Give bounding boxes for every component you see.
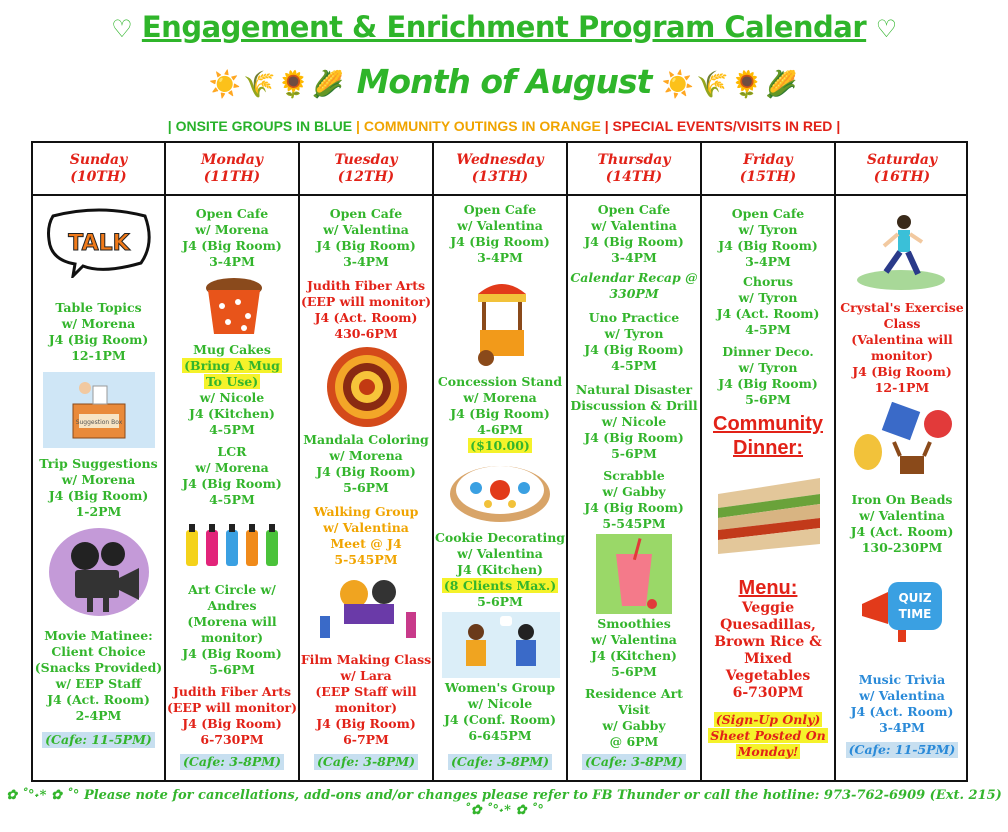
decorated-cookie-icon (448, 460, 552, 524)
svg-text:TALK: TALK (68, 231, 130, 256)
day-column-monday (166, 143, 300, 780)
footer-note (0, 788, 1008, 818)
day-header: Wednesday (13TH) (434, 143, 566, 196)
legend-outings: COMMUNITY OUTINGS IN ORANGE (363, 118, 601, 134)
event-mug-cakes: Mug Cakes (Bring A Mug To Use) w/ Nicole J4 (Kitchen) 4-5PM (184, 342, 280, 437)
event-calendar-recap: Calendar Recap @ 330PM (570, 270, 698, 301)
month-heading (0, 62, 1008, 101)
cafe-hours: (Cafe: 11-5PM) (33, 732, 164, 748)
event-trip-suggestions: Trip Suggestions w/ Morena J4 (Big Room) 1-2PM (39, 456, 158, 519)
event-natural-disaster-drill: Natural Disaster Discussion & Drill w/ Nicole J4 (Big Room) 5-6PM (570, 382, 698, 461)
day-column-tuesday (300, 143, 434, 780)
movie-projector-icon (47, 526, 151, 618)
heart-icon: ♡ (111, 15, 133, 43)
month-label: Month of August (356, 62, 652, 101)
concession-stand-icon (474, 274, 530, 368)
event-residence-art-visit: Residence Art Visit w/ Gabby @ 6PM (585, 686, 683, 749)
event-iron-on-beads: Iron On Beads w/ Valentina J4 (Act. Room) 130-230PM (850, 492, 954, 555)
event-open-cafe: Open Cafe w/ Valentina J4 (Big Room) 3-4PM (316, 206, 416, 269)
day-column-friday (702, 143, 836, 780)
day-column-thursday (568, 143, 702, 780)
day-header: Monday (11TH) (166, 143, 298, 196)
mandala-icon (325, 346, 409, 428)
flower-decor-icon: ˚✿ ˚°˖* ✿ ˚° (464, 803, 544, 818)
summer-decor-icons: ☀️🌾🌻🌽 (661, 70, 800, 100)
cafe-hours: (Cafe: 3-8PM) (568, 754, 700, 770)
day-column-sunday (33, 143, 166, 780)
event-judith-fiber-arts: Judith Fiber Arts (EEP will monitor) J4 (Act. Room) 430-6PM (300, 278, 432, 341)
svg-text:TIME: TIME (898, 607, 932, 621)
event-mandala-coloring: Mandala Coloring w/ Morena J4 (Big Room) 5-6PM (303, 432, 429, 495)
cafe-hours: (Cafe: 3-8PM) (300, 754, 432, 770)
cafe-hours: (Cafe: 3-8PM) (434, 754, 566, 770)
cafe-hours: (Cafe: 3-8PM) (166, 754, 298, 770)
event-table-topics: Table Topics w/ Morena J4 (Big Room) 12-1PM (48, 300, 149, 363)
day-header: Friday (15TH) (702, 143, 834, 196)
event-uno-practice: Uno Practice w/ Tyron J4 (Big Room) 4-5PM (584, 310, 684, 373)
color-legend: | ONSITE GROUPS IN BLUE | COMMUNITY OUTINGS IN ORANGE | SPECIAL EVENTS/VISITS IN RED | (167, 118, 841, 134)
event-dinner-deco: Dinner Deco. w/ Tyron J4 (Big Room) 5-6PM (718, 344, 818, 407)
event-walking-group: Walking Group w/ Valentina Meet @ J4 5-545PM (313, 504, 419, 567)
quesadilla-photo (712, 464, 826, 570)
event-concession-stand: Concession Stand w/ Morena J4 (Big Room) 4-6PM ($10.00) (437, 374, 563, 453)
event-womens-group: Women's Group w/ Nicole J4 (Conf. Room) 6-645PM (443, 680, 557, 743)
event-cookie-decorating: Cookie Decorating w/ Valentina J4 (Kitchen) (8 Clients Max.) 5-6PM (434, 530, 566, 609)
event-crystals-exercise: Crystal's Exercise Class (Valentina will monitor) J4 (Big Room) 12-1PM (840, 300, 964, 395)
event-scrabble: Scrabble w/ Gabby J4 (Big Room) 5-545PM (584, 468, 684, 531)
event-judith-fiber-arts: Judith Fiber Arts (EEP will monitor) J4 (Big Room) 6-730PM (166, 684, 298, 747)
event-music-trivia: Music Trivia w/ Valentina J4 (Act. Room) 3-4PM (850, 672, 954, 735)
day-header: Sunday (10TH) (33, 143, 164, 196)
smoothie-icon (596, 534, 672, 614)
svg-text:QUIZ: QUIZ (898, 591, 932, 605)
menu-heading: Menu: (738, 577, 798, 599)
event-lcr: LCR w/ Morena J4 (Big Room) 4-5PM (182, 444, 282, 507)
day-column-saturday (836, 143, 968, 780)
womens-group-icon (442, 612, 560, 678)
day-header: Tuesday (12TH) (300, 143, 432, 196)
event-art-circle: Art Circle w/ Andres (Morena will monitor) J4 (Big Room) 5-6PM (182, 582, 282, 677)
event-chorus: Chorus w/ Tyron J4 (Act. Room) 4-5PM (716, 274, 820, 337)
summer-decor-icons: ☀️🌾🌻🌽 (208, 70, 347, 100)
event-open-cafe: Open Cafe w/ Morena J4 (Big Room) 3-4PM (182, 206, 282, 269)
footer-text: Please note for cancellations, add-ons and/or changes please refer to FB Thunder or call the hotline: 973-762-6909 (Ext. 215) (83, 788, 1002, 803)
mug-cake-icon (204, 276, 264, 338)
signup-note: (Sign-Up Only) Sheet Posted On Monday! (710, 712, 826, 759)
day-header: Thursday (14TH) (568, 143, 700, 196)
event-open-cafe: Open Cafe w/ Tyron J4 (Big Room) 3-4PM (718, 206, 818, 269)
title-text: Engagement & Enrichment Program Calendar (141, 10, 867, 44)
event-movie-matinee: Movie Matinee: Client Choice (Snacks Provided) w/ EEP Staff J4 (Act. Room) 2-4PM (34, 628, 163, 723)
event-open-cafe: Open Cafe w/ Valentina J4 (Big Room) 3-4PM (450, 202, 550, 265)
cafe-hours: (Cafe: 11-5PM) (836, 742, 968, 758)
markers-icon (182, 522, 286, 568)
day-header: Saturday (16TH) (836, 143, 968, 196)
svg-text:Suggestion Box: Suggestion Box (75, 419, 123, 426)
perler-beads-icon (850, 402, 954, 490)
legend-onsite: ONSITE GROUPS IN BLUE (175, 118, 353, 134)
film-making-icon (314, 572, 422, 642)
community-dinner-heading: Community Dinner: (713, 413, 823, 459)
calendar-title (0, 10, 1008, 44)
calendar-grid (31, 141, 968, 782)
event-dinner-menu: Veggie Quesadillas, Brown Rice & Mixed Vegetables 6-730PM (714, 600, 822, 701)
legend-special: SPECIAL EVENTS/VISITS IN RED (612, 118, 833, 134)
runner-icon (856, 212, 946, 292)
day-column-wednesday (434, 143, 568, 780)
flower-decor-icon: ✿ ˚°˖* ✿ ˚° (6, 788, 80, 803)
suggestion-box-icon (43, 372, 155, 448)
event-smoothies: Smoothies w/ Valentina J4 (Kitchen) 5-6PM (591, 616, 677, 679)
event-film-making: Film Making Class w/ Lara (EEP Staff will monitor) J4 (Big Room) 6-7PM (300, 652, 432, 747)
event-open-cafe: Open Cafe w/ Valentina J4 (Big Room) 3-4PM (584, 202, 684, 265)
quiz-time-icon (858, 574, 946, 650)
talk-bubble-icon (43, 208, 155, 278)
heart-icon: ♡ (875, 15, 897, 43)
